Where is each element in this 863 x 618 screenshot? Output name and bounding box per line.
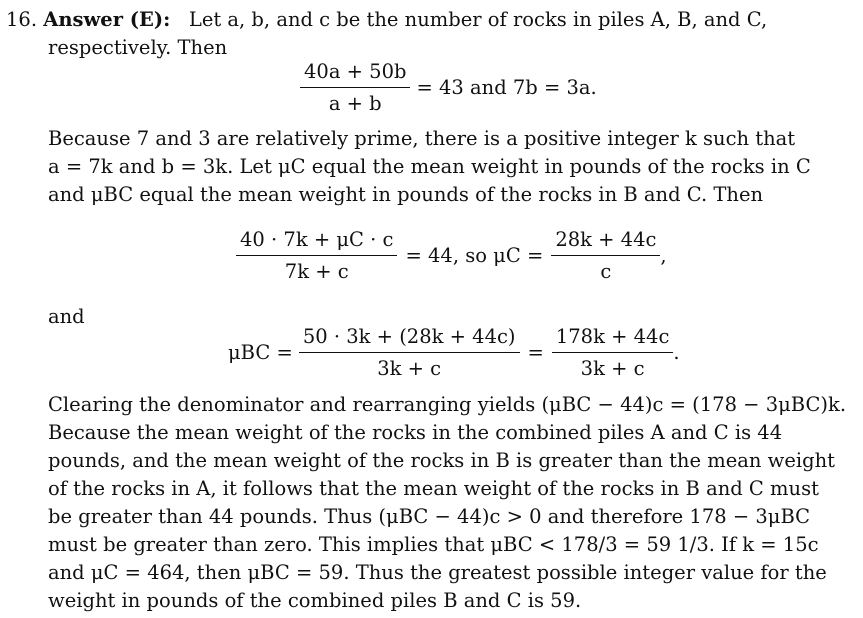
para1-line1: [48, 127, 852, 151]
intro-text-2: respectively. Then: [48, 36, 228, 59]
eq2-tail: ,: [660, 244, 667, 267]
eq3-numerator: 50 · 3k + (28k + 44c): [299, 325, 520, 353]
eq3-numerator-2: 178k + 44c: [552, 325, 674, 353]
para2-line3: pounds, and the mean weight of the rocks in B is greater than the mean weight: [48, 449, 835, 472]
eq3-denominator: 3k + c: [377, 357, 442, 380]
equation-1: [300, 60, 597, 115]
problem-number: 16.: [6, 8, 38, 31]
intro-text: Let a, b, and c be the number of rocks in piles A, B, and C,: [188, 8, 768, 31]
eq3-denominator-2: 3k + c: [580, 357, 645, 380]
equation-2: [236, 228, 667, 283]
eq2-denominator: 7k + c: [284, 260, 349, 283]
eq3-lhs: μBC =: [228, 341, 293, 364]
eq1-numerator: 40a + 50b: [300, 60, 410, 88]
eq3-fraction-1: [299, 325, 520, 380]
eq2-middle: = 44, so μC =: [405, 244, 544, 267]
para2-line8: weight in pounds of the combined piles B and C is 59.: [48, 589, 582, 612]
answer-label: Answer (E):: [43, 8, 171, 31]
problem-header: [6, 8, 767, 32]
para1-line2: a = 7k and b = 3k. Let μC equal the mean weight in pounds of the rocks in C: [48, 155, 811, 178]
para2-line2: Because the mean weight of the rocks in the combined piles A and C is 44: [48, 421, 783, 444]
eq2-denominator-2: c: [600, 260, 612, 283]
para2-line5: be greater than 44 pounds. Thus (μBC − 44)c > 0 and therefore 178 − 3μBC: [48, 505, 811, 528]
para2-line1: Clearing the denominator and rearranging yields (μBC − 44)c = (178 − 3μBC)k.: [48, 393, 847, 416]
para1-line1-text: Because 7 and 3 are relatively prime, there is a positive integer k such that: [48, 127, 796, 150]
eq2-numerator: 40 · 7k + μC · c: [236, 228, 397, 256]
eq3-fraction-2: [552, 325, 674, 380]
para1-line3: and μBC equal the mean weight in pounds of the rocks in B and C. Then: [48, 183, 764, 206]
eq2-fraction-1: [236, 228, 397, 283]
para2-line4: of the rocks in A, it follows that the mean weight of the rocks in B and C must: [48, 477, 819, 500]
equation-3: [228, 325, 680, 380]
para2-line6: must be greater than zero. This implies that μBC < 178/3 = 59 1/3. If k = 15c: [48, 533, 819, 556]
eq2-numerator-2: 28k + 44c: [551, 228, 660, 256]
eq2-fraction-2: [551, 228, 660, 283]
eq1-denominator: a + b: [328, 92, 382, 115]
eq1-rhs: = 43 and 7b = 3a.: [416, 76, 597, 99]
eq1-fraction: [300, 60, 410, 115]
eq3-equals: =: [527, 341, 544, 364]
and-word: and: [48, 305, 85, 328]
eq3-tail: .: [673, 341, 680, 364]
para2-line7: and μC = 464, then μBC = 59. Thus the greatest possible integer value for the: [48, 561, 827, 584]
